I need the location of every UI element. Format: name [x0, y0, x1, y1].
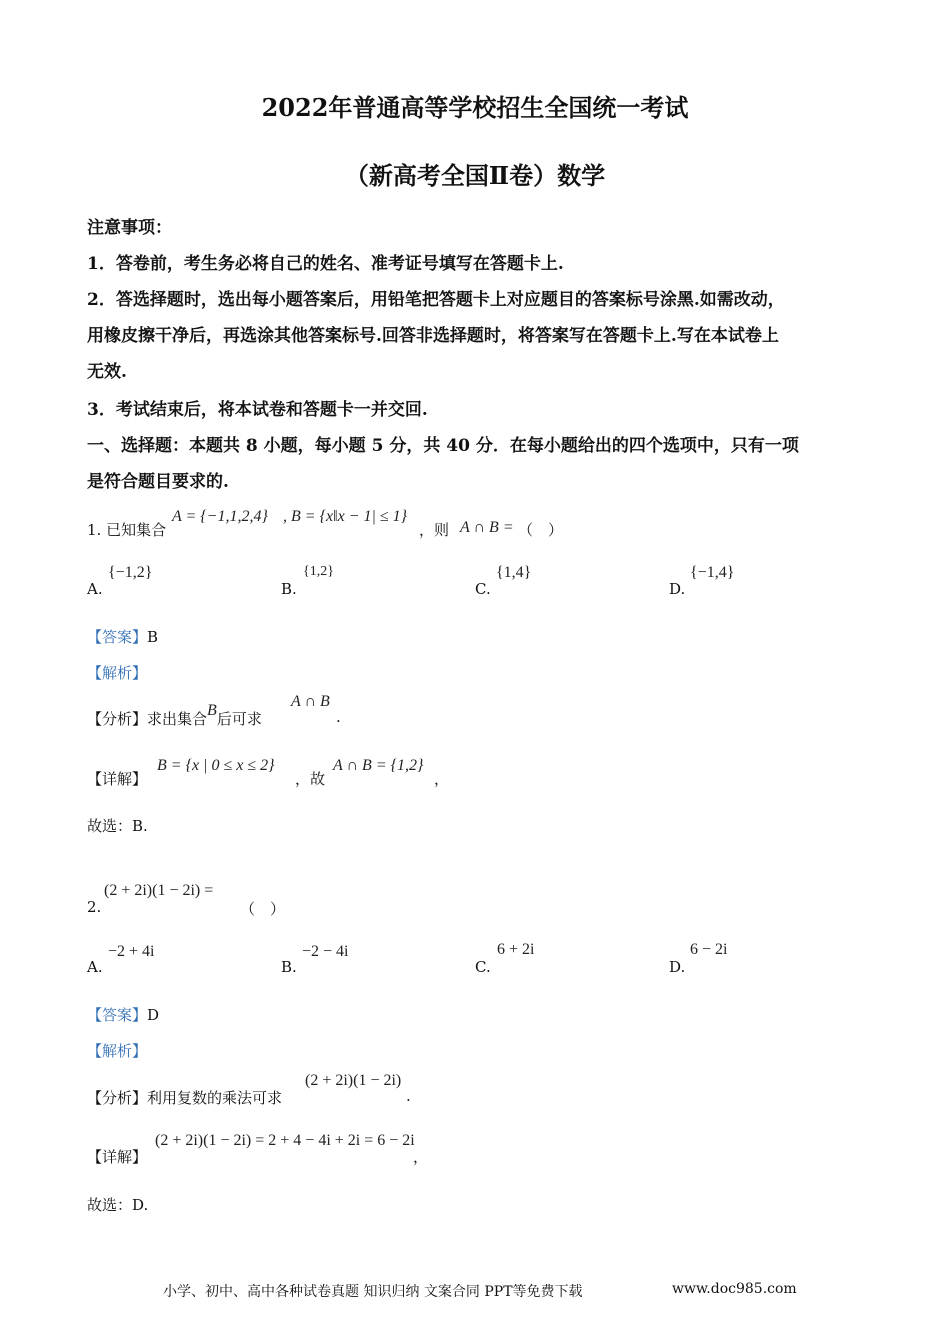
q2-fenxi-expr: (2 + 2i)(1 − 2i)	[305, 1072, 402, 1089]
notice-item-2-line2: 用橡皮擦干净后，再选涂其他答案标号.回答非选择题时，将答案写在答题卡上.写在本试卷上	[87, 326, 779, 346]
q1-analysis-tag: 【解析】	[87, 664, 148, 682]
q2-paren: （ ）	[240, 900, 286, 918]
q1-expr: A ∩ B =	[460, 519, 514, 536]
q1-fenxi-end: .	[336, 708, 341, 726]
q1-fenxi-text: 求出集合	[147, 710, 208, 728]
section-heading-line2: 是符合题目要求的.	[87, 472, 229, 492]
q1-option-c-value: {1,4}	[496, 564, 532, 581]
q1-fenxi-text2: 后可求	[216, 710, 262, 728]
q1-option-a-label: A.	[87, 580, 103, 598]
q1-xiangjie-tag: 【详解】	[87, 770, 148, 788]
q1-xiangjie-mid: ，故	[295, 770, 326, 788]
q1-answer-tag: 【答案】	[87, 628, 148, 646]
q1-xiangjie-end: ，	[434, 770, 450, 788]
q2-fenxi-tag: 【分析】	[87, 1089, 148, 1107]
notice-heading: 注意事项：	[87, 218, 172, 238]
q2-option-a-value: −2 + 4i	[108, 943, 155, 960]
q1-set-a: A = {−1,1,2,4}	[172, 508, 268, 525]
q2-xiangjie-tag: 【详解】	[87, 1148, 148, 1166]
q1-prefix: 1. 已知集合	[87, 521, 167, 539]
q2-option-b-value: −2 − 4i	[302, 943, 349, 960]
q1-sep: ,	[283, 508, 287, 525]
notice-item-2-line1: 2．答选择题时，选出每小题答案后，用铅笔把答题卡上对应题目的答案标号涂黑.如需改动，	[87, 290, 785, 310]
q2-fenxi-line	[87, 1087, 282, 1108]
q1-fenxi-line	[87, 702, 262, 729]
q2-answer-tag: 【答案】	[87, 1006, 148, 1024]
q1-fenxi-expr: A ∩ B	[291, 693, 330, 710]
q1-fenxi-tag: 【分析】	[87, 710, 148, 728]
q2-xiangjie-end: ，	[413, 1148, 429, 1166]
notice-item-2-line3: 无效.	[87, 362, 127, 382]
q2-option-a-label: A.	[87, 958, 103, 976]
q1-choose: 故选：B.	[87, 817, 148, 835]
q1-xiangjie-expr2: A ∩ B = {1,2}	[333, 757, 424, 774]
footer-text: 小学、初中、高中各种试卷真题 知识归纳 文案合同 PPT等免费下载	[163, 1284, 583, 1300]
q2-analysis-tag: 【解析】	[87, 1042, 148, 1060]
q1-paren: （ ）	[518, 521, 564, 539]
q1-answer	[87, 626, 158, 647]
q2-fenxi-end: .	[406, 1087, 411, 1105]
q2-option-d-value: 6 − 2i	[690, 941, 728, 958]
q2-option-c-value: 6 + 2i	[497, 941, 535, 958]
q1-xiangjie-expr1: B = {x | 0 ≤ x ≤ 2}	[157, 757, 275, 774]
notice-item-1: 1．答卷前，考生务必将自己的姓名、准考证号填写在答题卡上.	[87, 254, 564, 274]
q1-fenxi-b: B	[207, 702, 217, 719]
q1-option-b-label: B.	[281, 580, 297, 598]
q2-fenxi-text: 利用复数的乘法可求	[147, 1089, 283, 1107]
notice-item-3: 3．考试结束后，将本试卷和答题卡一并交回.	[87, 400, 428, 420]
q2-answer	[87, 1004, 159, 1025]
q1-answer-value: B	[147, 628, 159, 646]
exam-title: 2022年普通高等学校招生全国统一考试	[261, 93, 689, 122]
q1-set-b: B = {x‖x − 1| ≤ 1}	[291, 508, 408, 525]
q2-choose: 故选：D.	[87, 1196, 149, 1214]
exam-subtitle: （新高考全国Ⅱ卷）数学	[344, 161, 606, 190]
footer-url[interactable]: www.doc985.com	[672, 1281, 797, 1297]
q2-expr: (2 + 2i)(1 − 2i) =	[104, 882, 214, 899]
q1-option-d-label: D.	[669, 580, 686, 598]
q1-then: ，则	[419, 521, 450, 539]
q2-answer-value: D	[147, 1006, 160, 1024]
q2-prefix: 2.	[87, 898, 102, 916]
q1-option-a-value: {−1,2}	[108, 564, 153, 581]
q2-xiangjie-expr: (2 + 2i)(1 − 2i) = 2 + 4 − 4i + 2i = 6 − 2i	[155, 1132, 415, 1149]
section-heading-line1: 一、选择题：本题共 8 小题，每小题 5 分，共 40 分．在每小题给出的四个选项中，只有一项	[87, 436, 799, 456]
q1-option-d-value: {−1,4}	[690, 564, 735, 581]
q1-option-c-label: C.	[475, 580, 491, 598]
q2-option-d-label: D.	[669, 958, 686, 976]
q2-option-b-label: B.	[281, 958, 297, 976]
q1-option-b-value: {1,2}	[303, 564, 334, 579]
q2-option-c-label: C.	[475, 958, 491, 976]
